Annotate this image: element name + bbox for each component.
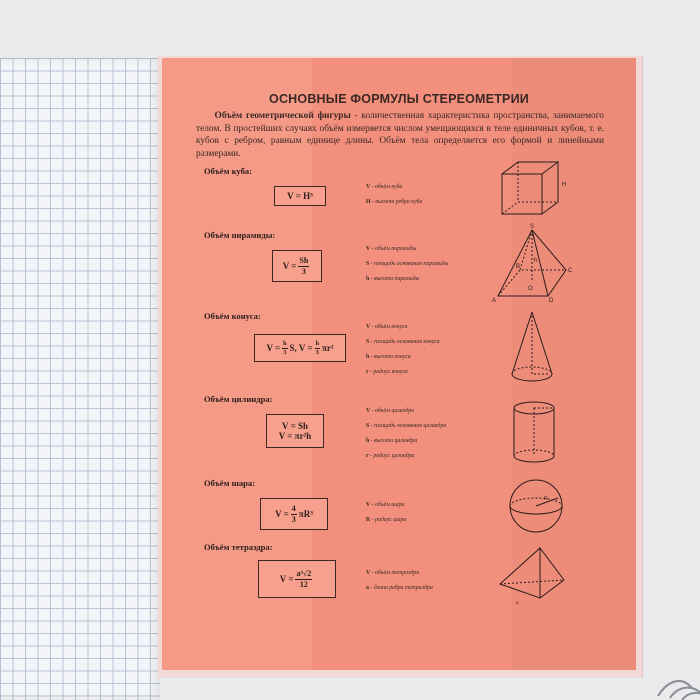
svg-text:A: A: [492, 298, 497, 304]
cylinder-figure: [508, 398, 560, 468]
cube-figure: [496, 158, 576, 220]
intro-term: Объём геометрической фигуры: [214, 111, 351, 121]
pyramid-formula: V = $\frac{Sh}{3}$: [272, 250, 322, 282]
tetrahedron-formula: V = $\frac{\text{a³√2}}{12}$: [258, 560, 336, 598]
grid-notebook-page: [0, 58, 160, 700]
cone-legend: [366, 324, 440, 384]
cylinder-legend: [366, 408, 446, 468]
legend-item: a - длина ребра тетраэдра: [366, 585, 433, 591]
cone-figure: [506, 308, 562, 390]
pyramid-figure: [492, 222, 576, 306]
legend-item: V - объём шара: [366, 502, 405, 508]
svg-text:C: C: [568, 268, 573, 274]
legend-item: V - объём цилиндра: [366, 408, 415, 414]
sphere-heading: Объём шара:: [204, 478, 256, 488]
sphere-label-r: R: [544, 496, 548, 502]
cylinder-heading: Объём цилиндра:: [204, 394, 273, 404]
legend-item: h - высота конуса: [366, 354, 411, 360]
svg-text:D: D: [549, 298, 554, 304]
pyramid-heading: Объём пирамиды:: [204, 230, 276, 240]
legend-item: h - высота пирамиды: [366, 276, 420, 282]
cylinder-formula: V = Sh V = πr²h: [266, 414, 324, 448]
legend-item: V - объём куба: [366, 184, 403, 190]
cube-formula: V = H³: [274, 186, 326, 206]
sphere-figure: [506, 476, 566, 536]
cone-heading: Объём конуса:: [204, 311, 261, 321]
legend-item: r - радиус конуса: [366, 369, 408, 375]
legend-item: h - высота цилиндра: [366, 438, 418, 444]
page-title: ОСНОВНЫЕ ФОРМУЛЫ СТЕРЕОМЕТРИИ: [269, 92, 529, 106]
legend-item: S - площадь основания пирамиды: [366, 261, 449, 267]
legend-item: V - объём пирамиды: [366, 246, 417, 252]
intro-text: - количественная характеристика пространства, занимаемого телом. В простейших случаях объём измеряется числом умещающихся в теле единичных кубов, т. е. кубов с ребром, равным единице длины. Объём тела определяется его формой и линейными размерами.: [196, 111, 604, 159]
legend-item: r - радиус цилиндра: [366, 453, 415, 459]
legend-item: S - площадь основания конуса: [366, 339, 440, 345]
legend-item: H - высота ребра куба: [366, 199, 423, 205]
tetrahedron-figure: [494, 542, 570, 608]
cube-legend: [366, 184, 422, 214]
svg-text:O: O: [528, 286, 533, 292]
legend-item: R - радиус шара: [366, 517, 407, 523]
svg-text:h: h: [534, 258, 538, 264]
legend-item: S - площадь основания цилиндра: [366, 423, 447, 429]
svg-text:B: B: [516, 264, 521, 270]
tetrahedron-label-a: a: [516, 601, 519, 606]
cube-label-h: H: [562, 182, 567, 188]
sphere-legend: [366, 502, 406, 532]
cone-formula: V = $\frac{h}{3}$ S, V = $\frac{h}{3}$ πr²: [254, 334, 346, 362]
svg-text:S: S: [530, 224, 535, 230]
intro-paragraph: [196, 110, 604, 160]
sphere-formula: V = $\frac{4}{3}$ πR³: [260, 498, 328, 530]
legend-item: V - объём тетраэдра: [366, 570, 420, 576]
spiral-binding: [648, 640, 700, 700]
pyramid-legend: [366, 246, 449, 291]
legend-item: V - объём конуса: [366, 324, 408, 330]
notebook-cover: [162, 58, 636, 670]
tetrahedron-heading: Объём тетраэдра:: [204, 542, 273, 552]
cube-heading: Объём куба:: [204, 166, 253, 176]
tetrahedron-legend: [366, 570, 433, 600]
